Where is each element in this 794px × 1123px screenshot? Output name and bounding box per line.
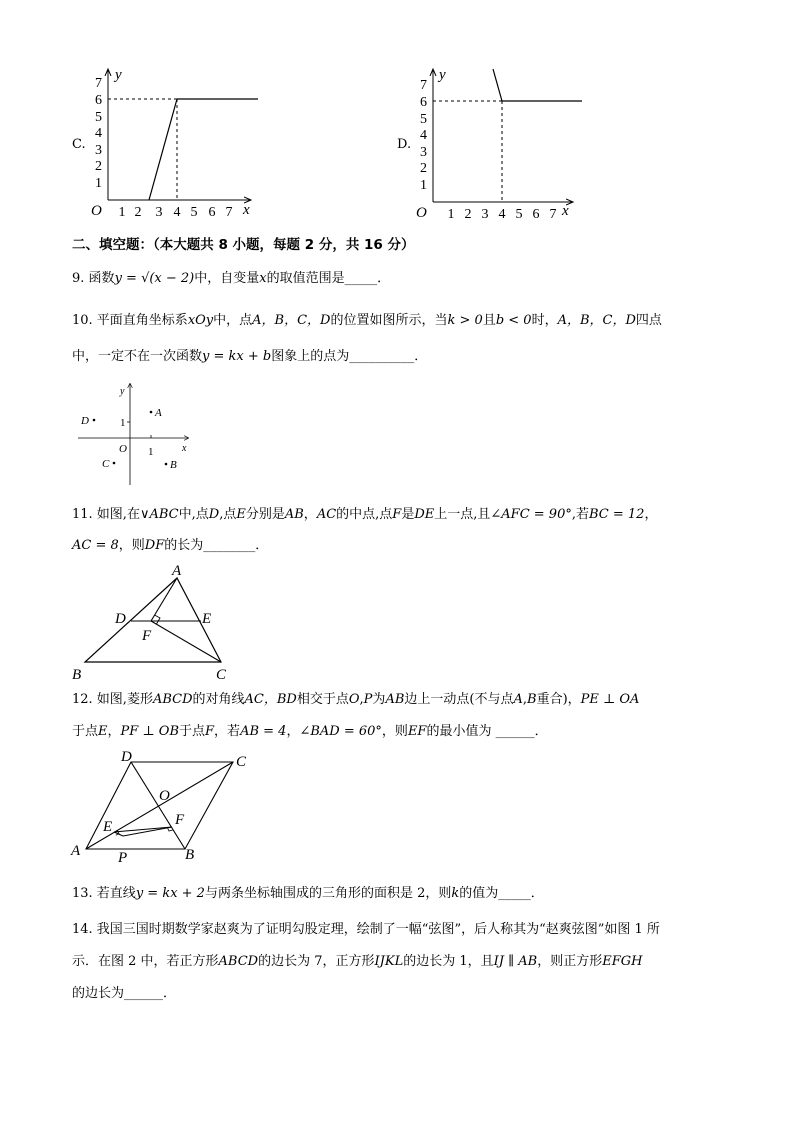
graph-rising-segment [149,99,177,200]
q11-text: 11. 如图,在 [72,507,140,522]
q11-text: ,若 [571,507,589,522]
q12-point: E [98,724,108,739]
q11-text: 的中点,点 [336,507,393,522]
q14-square: ABCD [218,954,259,969]
q12-text: 重合)， [536,692,581,707]
label-f: F [175,812,185,828]
label-d: D [121,749,132,765]
q12-perp: PF ⊥ OB [120,724,179,739]
question-10-line-2 [72,349,427,365]
q10-function: y = kx + b [202,349,272,364]
label-c: C [216,667,227,683]
q12-figure [66,746,266,871]
q12-length: AB = 4 [240,724,287,739]
x-tick: 4 [498,207,506,222]
question-9 [72,271,390,287]
question-11-line-2 [72,538,268,554]
y-tick: 3 [95,143,102,158]
q12-text: , [522,692,527,707]
y-tick: 2 [420,161,427,176]
q13-variable: k [451,886,460,901]
point-c-label: C [102,458,110,470]
x-one-label: 1 [148,446,154,458]
point-c-dot [113,462,116,465]
point-d-label: D [81,415,89,427]
q12-point: F [205,724,215,739]
q12-point: A [513,692,523,707]
x-tick-labels [119,205,233,220]
y-tick: 6 [420,95,427,110]
q12-text: 边上一动点(不与点 [404,692,514,707]
q12-text: 相交于点 [296,692,349,707]
q14-square: IJKL [374,954,404,969]
y-tick: 7 [420,78,427,93]
q10-condition-k: k > 0 [447,313,483,328]
q11-point: D [208,507,220,522]
label-e: E [202,611,212,627]
q12-perp: PE ⊥ OA [580,692,640,707]
x-tick: 3 [155,205,163,220]
q14-square: EFGH [602,954,643,969]
q10-text: 四点 [635,313,662,328]
q11-text: ，则 [118,538,145,553]
label-a: A [71,843,81,859]
point-a-label: A [155,407,162,419]
y-tick: 3 [420,145,427,160]
point-a-dot [150,411,153,414]
y-tick: 4 [95,126,102,141]
label-p: P [118,850,128,866]
y-label: y [120,386,125,397]
q12-segment: AB [385,692,405,707]
q11-text: 中,点 [178,507,209,522]
x-tick: 7 [225,205,233,220]
x-tick: 6 [208,205,216,220]
x-tick: 1 [447,207,455,222]
option-d-graph [412,66,592,226]
point-d-dot [93,419,96,422]
q10-points: A，B，C，D [557,313,636,328]
segment-af [151,578,177,621]
x-axis-label: x [243,202,250,218]
y-tick: 4 [420,128,427,143]
x-label: x [182,443,187,454]
q12-point: O [348,692,360,707]
q11-segment: DE [414,507,435,522]
question-14-line-2 [72,954,642,970]
q10-condition-b: b < 0 [495,313,532,328]
q11-text: ,点 [219,507,237,522]
q9-variable: x [259,271,267,286]
label-c: C [236,754,247,770]
q10-text: 的位置如图所示，当 [330,313,448,328]
y-tick-labels [95,76,102,191]
y-tick: 1 [95,176,102,191]
q11-segment: DF [144,538,165,553]
q10-text: 图象上的点为__________． [271,349,428,364]
q10-text: 10. 平面直角坐标系 [72,313,188,328]
q11-point: E [236,507,246,522]
y-tick: 2 [95,159,102,174]
triangle-abc [85,578,221,662]
y-axis-label: y [115,67,122,83]
x-tick: 5 [515,207,523,222]
q11-angle: ∠AFC = 90° [490,507,572,522]
diagonal-bd [131,762,185,849]
x-tick: 2 [134,205,142,220]
option-c-label: C. [72,137,86,152]
q12-text: ， [286,724,300,739]
q10-points: A，B，C，D [252,313,331,328]
right-angle-mark [155,615,160,624]
y-one-label: 1 [120,417,126,429]
q11-point: F [392,507,402,522]
q12-text: 12. 如图,菱形 [72,692,153,707]
q11-text: ， [644,507,658,522]
question-12-line-1 [72,692,639,708]
q13-line-equation: y = kx + 2 [135,886,205,901]
q11-triangle: ∨ABC [139,507,179,522]
section-header: 二、填空题：（本大题共 8 小题，每题 2 分，共 16 分） [72,237,415,253]
x-tick-labels [448,207,557,222]
graph-falling-segment [493,69,502,101]
q10-text: 时， [531,313,558,328]
question-10-line-1 [72,313,662,329]
option-d-label: D. [397,137,412,152]
q11-text: 的长为________． [164,538,269,553]
q13-text: 13. 若直线 [72,886,136,901]
label-f: F [142,628,152,644]
q11-text: 上一点,且 [434,507,491,522]
q13-text: 与两条坐标轴围成的三角形的面积是 2，则 [204,886,452,901]
q11-length: AC = 8 [72,538,119,553]
q14-text: 示．在图 2 中，若正方形 [72,954,219,969]
q11-segment: AC [316,507,337,522]
q12-text: ，则 [381,724,408,739]
y-tick: 5 [420,112,427,127]
q10-text: 中，点 [213,313,253,328]
q12-diagonals: AC，BD [244,692,297,707]
origin-label: O [416,205,427,221]
q12-angle: ∠BAD = 60° [299,724,382,739]
label-o: O [159,788,170,804]
label-e: E [103,819,113,835]
label-a: A [172,563,182,579]
q10-text: 中，一定不在一次函数 [72,349,203,364]
question-14-line-1: 14. 我国三国时期数学家赵爽为了证明勾股定理，绘制了一幅“弦图”，后人称其为“赵爽弦图”如图 1 所 [72,922,660,937]
q11-text: 分别是 [245,507,285,522]
q12-text: 于点 [72,724,99,739]
q12-text: ， [107,724,121,739]
q12-text: 为 [372,692,386,707]
q11-figure [66,560,246,685]
x-tick: 6 [532,207,540,222]
q12-point: B [527,692,537,707]
question-14-line-3: 的边长为______． [72,986,177,1001]
label-b: B [72,667,82,683]
option-c-graph [88,66,268,226]
q12-point: P [363,692,373,707]
point-b-dot [165,463,168,466]
x-tick: 5 [190,205,198,220]
origin-label: O [91,203,102,219]
label-b: B [185,847,195,863]
q10-text: 且 [482,313,496,328]
q11-text: ， [303,507,317,522]
q9-text-pre: 函数 [88,271,115,286]
q13-text: 的值为_____． [459,886,544,901]
q14-text: ，则正方形 [537,954,603,969]
q12-text: , [359,692,364,707]
q14-text: 的边长为 1，且 [403,954,494,969]
q12-shape: ABCD [152,692,193,707]
q12-text: 的对角线 [192,692,245,707]
q12-text: 于点 [179,724,206,739]
q10-figure [76,380,196,488]
y-tick: 6 [95,93,102,108]
origin-label: O [119,443,127,455]
q11-text: 是 [401,507,415,522]
y-tick: 5 [95,110,102,125]
q9-formula: y = √(x − 2) [114,271,195,286]
q11-length: BC = 12 [589,507,645,522]
q14-parallel: IJ ∥ AB [493,954,538,969]
x-tick: 7 [549,207,557,222]
x-tick: 4 [173,205,181,220]
q12-segment: EF [407,724,427,739]
x-tick: 3 [481,207,489,222]
y-axis-label: y [439,67,446,83]
question-11-line-1 [72,507,657,523]
q11-segment: AB [284,507,304,522]
point-b-label: B [170,459,177,471]
q9-text-post: 中，自变量 [194,271,260,286]
q14-text: 的边长为 7，正方形 [258,954,375,969]
q10-xoy: xOy [187,313,214,328]
y-tick: 7 [95,76,102,91]
q9-text-end: 的取值范围是_____． [266,271,391,286]
q9-number: 9. [72,271,85,286]
label-d: D [115,611,126,627]
q12-text: ，若 [214,724,241,739]
q12-text: 的最小值为 ______． [426,724,548,739]
question-12-line-2 [72,724,548,740]
segment-pf [123,827,172,836]
x-tick: 1 [118,205,126,220]
y-tick: 1 [420,178,427,193]
question-13 [72,886,544,902]
y-tick-labels [420,78,427,193]
x-axis-label: x [562,203,569,219]
x-tick: 2 [464,207,472,222]
